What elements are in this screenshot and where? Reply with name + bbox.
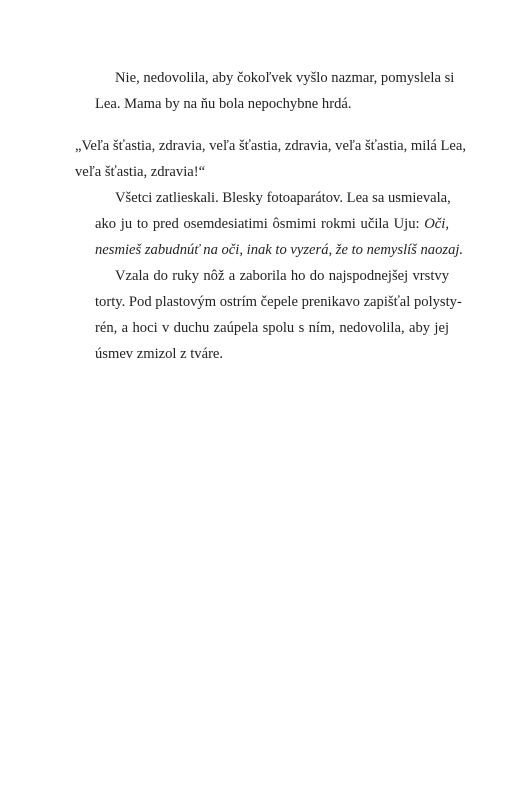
paragraph-1 [75, 65, 455, 117]
text-line: Nie, nedovolila, aby čokoľvek vyšlo nazmar, pomyslela si [115, 70, 455, 86]
text-line: rén, a hoci v duchu zaúpela spolu s ním, nedovolila, aby jej [95, 320, 449, 336]
text-line: „Veľa šťastia, zdravia, veľa šťastia, zdravia, veľa šťastia, milá Lea, [75, 138, 467, 154]
italic-text: Oči, [424, 216, 449, 232]
text-span: ako ju to pred osemdesiatimi ôsmimi rokmi učila Uju: [95, 216, 420, 232]
paragraph-3 [75, 185, 464, 263]
paragraph-2 [75, 133, 467, 185]
text-line: Vzala do ruky nôž a zaborila ho do najspodnejšej vrstvy [115, 268, 449, 284]
text-line [75, 237, 464, 263]
italic-text: nesmieš zabudnúť na oči, inak to vyzerá, že to nemyslíš naozaj. [95, 242, 464, 258]
paragraph-4 [75, 263, 462, 367]
section-gap [75, 117, 449, 133]
text-line: úsmev zmizol z tváre. [95, 346, 224, 362]
text-line: torty. Pod plastovým ostrím čepele prenikavo zapišťal polysty- [95, 294, 462, 310]
text-line [75, 211, 449, 237]
text-line: veľa šťastia, zdravia!“ [75, 164, 206, 180]
text-line: Lea. Mama by na ňu bola nepochybne hrdá. [95, 96, 352, 112]
text-body [75, 65, 467, 367]
text-line: Všetci zatlieskali. Blesky fotoaparátov. Lea sa usmievala, [115, 190, 451, 206]
